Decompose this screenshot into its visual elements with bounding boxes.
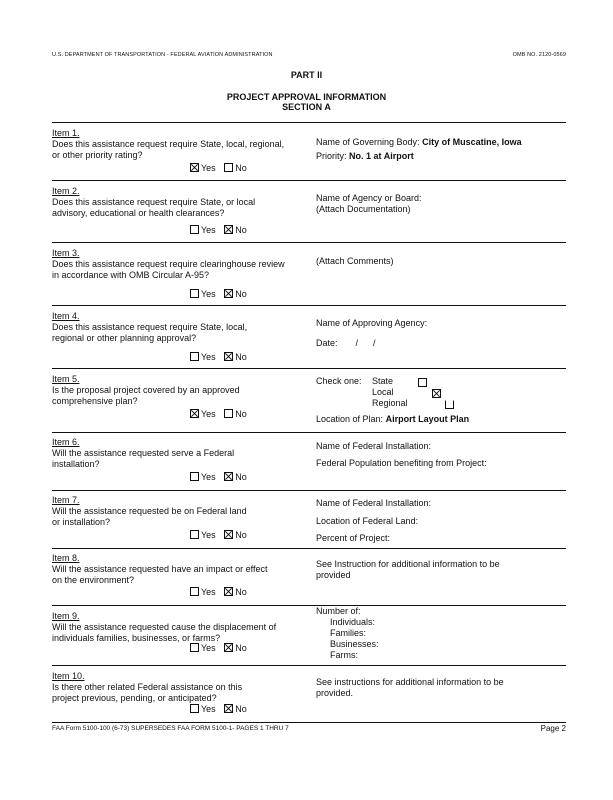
- item-8-details: [316, 559, 566, 581]
- percent-of-project-label: Percent of Project:: [316, 533, 391, 543]
- omb-number: OMB NO. 2120-0569: [512, 52, 566, 58]
- form-number-footer: FAA Form 5100-100 (6-73) SUPERSEDES FAA FORM 5100-1- PAGES 1 THRU 7: [52, 725, 289, 732]
- item-2: [52, 186, 302, 235]
- no-label: No: [235, 472, 247, 482]
- item-9-details: [316, 606, 566, 661]
- item-title: Item 1.: [52, 128, 80, 138]
- local-label: Local: [372, 387, 394, 397]
- item-title: Item 6.: [52, 437, 80, 447]
- no-checkbox[interactable]: [224, 225, 233, 234]
- yes-no-checkboxes: [190, 225, 247, 236]
- yes-no-checkboxes: [190, 472, 247, 483]
- item-question: Does this assistance request require clearinghouse review: [52, 259, 285, 269]
- item-question: Does this assistance request require State, or local: [52, 197, 256, 207]
- regional-checkbox[interactable]: [445, 400, 454, 409]
- no-checkbox[interactable]: [224, 587, 233, 596]
- item-question: regional or other planning approval?: [52, 333, 197, 343]
- date-label: Date:: [316, 338, 338, 348]
- yes-no-checkboxes: [190, 643, 247, 654]
- yes-checkbox[interactable]: [190, 587, 199, 596]
- item-question: Will the assistance requested cause the displacement of: [52, 622, 277, 632]
- yes-no-checkboxes: [190, 409, 247, 420]
- item-question: on the environment?: [52, 575, 135, 585]
- yes-label: Yes: [201, 704, 216, 714]
- approving-agency-label: Name of Approving Agency:: [316, 318, 428, 328]
- location-of-plan-value: Airport Layout Plan: [385, 414, 470, 424]
- instruction-note: See instructions for additional information to be: [316, 677, 504, 687]
- farms-label: Farms:: [330, 650, 358, 660]
- yes-checkbox[interactable]: [190, 352, 199, 361]
- no-label: No: [235, 289, 247, 299]
- no-checkbox[interactable]: [224, 704, 233, 713]
- yes-no-checkboxes: [190, 163, 247, 174]
- no-label: No: [235, 587, 247, 597]
- no-label: No: [235, 530, 247, 540]
- yes-label: Yes: [201, 530, 216, 540]
- divider: [52, 242, 566, 243]
- agency-board-label: Name of Agency or Board:: [316, 193, 422, 203]
- state-label: State: [372, 376, 394, 386]
- individuals-label: Individuals:: [330, 617, 376, 627]
- item-10: [52, 671, 302, 714]
- yes-label: Yes: [201, 472, 216, 482]
- item-question: project previous, pending, or anticipated?: [52, 693, 217, 703]
- check-one-label: Check one:: [316, 376, 362, 386]
- attach-documentation-note: (Attach Documentation): [316, 204, 411, 214]
- divider: [52, 180, 566, 181]
- item-9: [52, 611, 302, 653]
- yes-no-checkboxes: [190, 289, 247, 300]
- no-checkbox[interactable]: [224, 409, 233, 418]
- yes-checkbox[interactable]: [190, 163, 199, 172]
- families-label: Families:: [330, 628, 367, 638]
- federal-land-location-label: Location of Federal Land:: [316, 515, 419, 526]
- item-question: Will the assistance requested serve a Federal: [52, 448, 235, 458]
- item-question: advisory, educational or health clearances?: [52, 208, 225, 218]
- location-of-plan-label: Location of Plan:: [316, 414, 384, 424]
- attach-comments-note: (Attach Comments): [316, 256, 394, 266]
- number-of-label: Number of:: [316, 606, 361, 616]
- yes-label: Yes: [201, 587, 216, 597]
- item-6-details: [316, 438, 566, 472]
- divider: [52, 665, 566, 666]
- divider: [52, 548, 566, 549]
- no-label: No: [235, 643, 247, 653]
- item-5-details: [316, 376, 566, 425]
- federal-installation-label: Name of Federal Installation:: [316, 441, 432, 451]
- federal-population-label: Federal Population benefiting from Project:: [316, 458, 487, 468]
- no-label: No: [235, 704, 247, 714]
- agency-header: U.S. DEPARTMENT OF TRANSPORTATION - FEDERAL AVIATION ADMINISTRATION: [52, 52, 273, 58]
- item-5: [52, 374, 302, 419]
- item-question: or installation?: [52, 517, 111, 527]
- no-checkbox[interactable]: [224, 472, 233, 481]
- yes-label: Yes: [201, 352, 216, 362]
- item-6: [52, 437, 302, 482]
- item-question: Is the proposal project covered by an approved: [52, 385, 240, 395]
- yes-checkbox[interactable]: [190, 530, 199, 539]
- item-title: Item 5.: [52, 374, 80, 384]
- item-7: [52, 495, 302, 540]
- instruction-note: provided.: [316, 688, 354, 698]
- item-question: installation?: [52, 459, 100, 469]
- no-checkbox[interactable]: [224, 643, 233, 652]
- yes-label: Yes: [201, 289, 216, 299]
- item-title: Item 2.: [52, 186, 80, 196]
- yes-label: Yes: [201, 643, 216, 653]
- local-checkbox[interactable]: [432, 389, 441, 398]
- yes-label: Yes: [201, 409, 216, 419]
- item-title: Item 8.: [52, 553, 80, 563]
- yes-checkbox[interactable]: [190, 472, 199, 481]
- item-question: Is there other related Federal assistance on this: [52, 682, 243, 692]
- divider: [52, 490, 566, 491]
- item-question: Will the assistance requested have an impact or effect: [52, 564, 268, 574]
- no-checkbox[interactable]: [224, 163, 233, 172]
- item-title: Item 4.: [52, 311, 80, 321]
- item-1: [52, 128, 302, 173]
- no-checkbox[interactable]: [224, 289, 233, 298]
- item-1-details: [316, 135, 566, 163]
- yes-no-checkboxes: [190, 704, 247, 715]
- part-title: PART II: [290, 70, 323, 80]
- yes-label: Yes: [201, 163, 216, 173]
- page-title: PROJECT APPROVAL INFORMATION: [226, 92, 387, 102]
- yes-checkbox[interactable]: [190, 643, 199, 652]
- item-question: individuals families, businesses, or farms?: [52, 633, 221, 643]
- item-question: or other priority rating?: [52, 150, 143, 160]
- item-title: Item 3.: [52, 248, 80, 258]
- businesses-label: Businesses:: [330, 639, 379, 649]
- item-question: Does this assistance request require State, local, regional,: [52, 139, 285, 149]
- yes-no-checkboxes: [190, 352, 247, 363]
- item-question: Does this assistance request require State, local,: [52, 322, 248, 332]
- governing-body-value: City of Muscatine, Iowa: [422, 137, 522, 147]
- divider: [52, 368, 566, 369]
- regional-label: Regional: [372, 398, 408, 408]
- governing-body-label: Name of Governing Body:: [316, 137, 420, 147]
- item-question: in accordance with OMB Circular A-95?: [52, 270, 210, 280]
- instruction-note: See Instruction for additional information to be: [316, 559, 500, 569]
- yes-checkbox[interactable]: [190, 704, 199, 713]
- item-4-details: [316, 318, 566, 349]
- yes-no-checkboxes: [190, 587, 247, 598]
- no-checkbox[interactable]: [224, 530, 233, 539]
- divider: [52, 722, 566, 723]
- date-value[interactable]: / /: [355, 338, 376, 348]
- yes-no-checkboxes: [190, 530, 247, 541]
- item-title: Item 10.: [52, 671, 85, 681]
- divider: [52, 122, 566, 123]
- item-3-details: [316, 256, 566, 267]
- item-title: Item 7.: [52, 495, 80, 505]
- item-question: Will the assistance requested be on Federal land: [52, 506, 247, 516]
- no-label: No: [235, 409, 247, 419]
- item-3: [52, 248, 302, 299]
- yes-checkbox[interactable]: [190, 409, 199, 418]
- divider: [52, 432, 566, 433]
- section-title: SECTION A: [282, 102, 331, 112]
- item-10-details: [316, 677, 566, 699]
- item-question: comprehensive plan?: [52, 396, 138, 406]
- item-4: [52, 311, 302, 362]
- yes-label: Yes: [201, 225, 216, 235]
- priority-label: Priority:: [316, 151, 347, 161]
- yes-checkbox[interactable]: [190, 225, 199, 234]
- state-checkbox[interactable]: [418, 378, 427, 387]
- item-title: Item 9.: [52, 611, 80, 621]
- yes-checkbox[interactable]: [190, 289, 199, 298]
- page-number: Page 2: [540, 724, 566, 733]
- no-label: No: [235, 163, 247, 173]
- no-checkbox[interactable]: [224, 352, 233, 361]
- item-7-details: [316, 495, 566, 548]
- no-label: No: [235, 352, 247, 362]
- instruction-note: provided: [316, 570, 351, 580]
- priority-value: No. 1 at Airport: [349, 151, 414, 161]
- no-label: No: [235, 225, 247, 235]
- divider: [52, 305, 566, 306]
- item-8: [52, 553, 302, 597]
- federal-installation-label: Name of Federal Installation:: [316, 498, 432, 508]
- item-2-details: [316, 193, 566, 215]
